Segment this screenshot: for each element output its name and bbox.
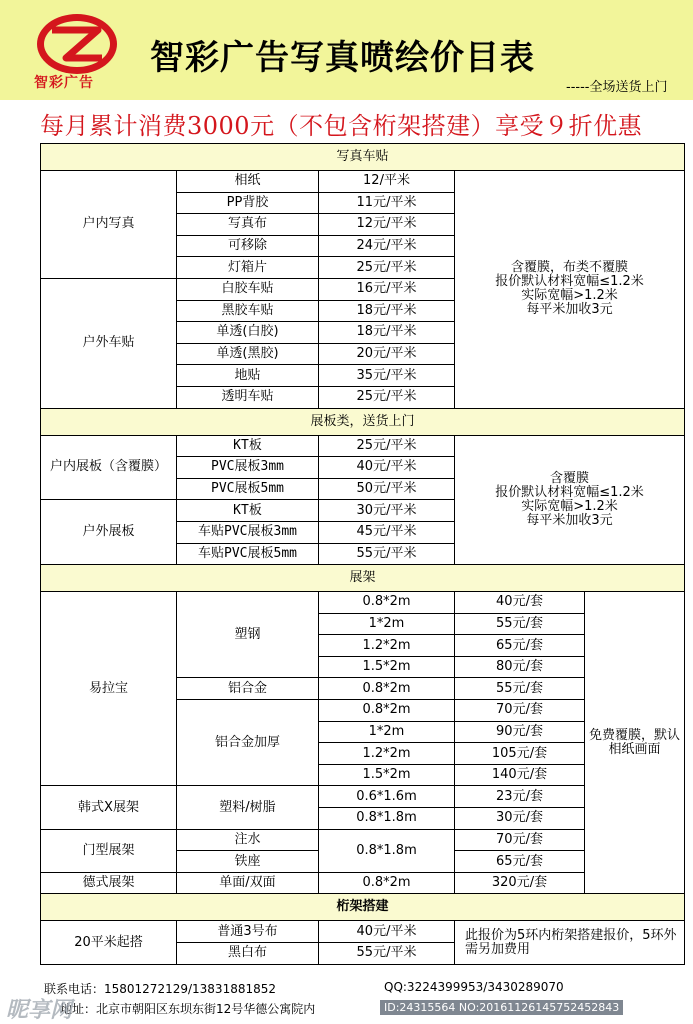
item-price: 55元/平米 — [319, 943, 455, 965]
section-header-truss: 桁架搭建 — [41, 894, 685, 921]
item-name: 单透(白胶) — [177, 322, 319, 344]
section-header-stand: 展架 — [41, 565, 685, 592]
item-price: 20元/平米 — [319, 343, 455, 365]
item-price: 65元/套 — [455, 635, 585, 657]
item-size: 1*2m — [319, 613, 455, 635]
item-size: 0.6*1.6m — [319, 786, 455, 808]
group-door-stand: 门型展架 — [41, 829, 177, 872]
item-price: 40元/平米 — [319, 921, 455, 943]
item-name: 黑胶车贴 — [177, 300, 319, 322]
truss-min-area: 20平米起搭 — [41, 921, 177, 964]
board-note: 含覆膜 报价默认材料宽幅≤1.2米 实际宽幅>1.2米 每平米加收3元 — [455, 435, 685, 565]
page-title: 智彩广告写真喷绘价目表 — [150, 38, 535, 78]
item-price: 40元/套 — [455, 592, 585, 614]
item-size: 0.8*1.8m — [319, 829, 455, 872]
section-header-photo: 写真车贴 — [41, 144, 685, 171]
footer-contact — [44, 980, 564, 997]
item-price: 40元/平米 — [319, 457, 455, 479]
group-korean-x: 韩式X展架 — [41, 786, 177, 829]
item-price: 16元/平米 — [319, 278, 455, 300]
price-table — [40, 143, 685, 965]
item-price: 50元/平米 — [319, 478, 455, 500]
item-price: 25元/平米 — [319, 386, 455, 408]
item-name: PVC展板5mm — [177, 478, 319, 500]
item-size: 1.2*2m — [319, 743, 455, 765]
logo-text: 智彩广告 — [34, 75, 94, 91]
item-size: 1.2*2m — [319, 635, 455, 657]
promo-banner: 每月累计消费3000元（不包含桁架搭建）享受９折优惠 — [40, 112, 643, 140]
group-outdoor-board: 户外展板 — [41, 500, 177, 565]
stand-note: 免费覆膜，默认相纸画面 — [585, 592, 685, 894]
item-price: 80元/套 — [455, 656, 585, 678]
item-name: 车贴PVC展板5mm — [177, 543, 319, 565]
material-aluminum: 铝合金 — [177, 678, 319, 700]
item-price: 70元/套 — [455, 700, 585, 722]
item-size: 1.5*2m — [319, 656, 455, 678]
item-price: 23元/套 — [455, 786, 585, 808]
item-price: 65元/套 — [455, 851, 585, 873]
section-header-board: 展板类，送货上门 — [41, 408, 685, 435]
item-price: 24元/平米 — [319, 235, 455, 257]
item-price: 12元/平米 — [319, 214, 455, 236]
item-name: 可移除 — [177, 235, 319, 257]
item-name: 透明车贴 — [177, 386, 319, 408]
item-name: 灯箱片 — [177, 257, 319, 279]
item-price: 11元/平米 — [319, 192, 455, 214]
item-name: 白胶车贴 — [177, 278, 319, 300]
watermark-id: ID:24315564 NO:20161126145752452843 — [380, 1000, 623, 1015]
item-price: 45元/平米 — [319, 521, 455, 543]
item-price: 25元/平米 — [319, 435, 455, 457]
footer-address: 地址：北京市朝阳区东坝东街12号华德公寓院内 — [60, 1002, 316, 1016]
item-name: PP背胶 — [177, 192, 319, 214]
truss-note: 此报价为5环内桁架搭建报价，5环外需另加费用 — [455, 921, 685, 964]
footer-phone: 联系电话：15801272129/13831881852 — [44, 982, 277, 996]
photo-note: 含覆膜，布类不覆膜 报价默认材料宽幅≤1.2米 实际宽幅>1.2米 每平米加收3元 — [455, 171, 685, 409]
page-subtitle: -----全场送货上门 — [566, 80, 668, 95]
item-price: 30元/套 — [455, 808, 585, 830]
group-indoor-photo: 户内写真 — [41, 171, 177, 279]
item-size: 0.8*2m — [319, 700, 455, 722]
item-name: PVC展板3mm — [177, 457, 319, 479]
item-name: 普通3号布 — [177, 921, 319, 943]
item-name: 相纸 — [177, 171, 319, 193]
group-yilabao: 易拉宝 — [41, 592, 177, 786]
item-size: 0.8*2m — [319, 678, 455, 700]
header-banner — [0, 0, 693, 100]
item-name: 铁座 — [177, 851, 319, 873]
item-size: 1.5*2m — [319, 764, 455, 786]
item-size: 0.8*2m — [319, 592, 455, 614]
item-name: KT板 — [177, 435, 319, 457]
item-name: 车贴PVC展板3mm — [177, 521, 319, 543]
material-aluminum-thick: 铝合金加厚 — [177, 700, 319, 786]
item-name: 单透(黑胶) — [177, 343, 319, 365]
item-size: 1*2m — [319, 721, 455, 743]
item-price: 55元/平米 — [319, 543, 455, 565]
material-resin: 塑料/树脂 — [177, 786, 319, 829]
item-price: 18元/平米 — [319, 322, 455, 344]
item-name: 地贴 — [177, 365, 319, 387]
item-size: 0.8*2m — [319, 872, 455, 894]
item-price: 105元/套 — [455, 743, 585, 765]
item-price: 30元/平米 — [319, 500, 455, 522]
item-price: 70元/套 — [455, 829, 585, 851]
item-price: 12/平米 — [319, 171, 455, 193]
item-price: 25元/平米 — [319, 257, 455, 279]
item-price: 35元/平米 — [319, 365, 455, 387]
item-name: KT板 — [177, 500, 319, 522]
item-name: 黑白布 — [177, 943, 319, 965]
footer-qq: QQ:3224399953/3430289070 — [384, 980, 564, 994]
item-price: 90元/套 — [455, 721, 585, 743]
material-plastic-steel: 塑钢 — [177, 592, 319, 678]
item-name: 写真布 — [177, 214, 319, 236]
item-price: 55元/套 — [455, 613, 585, 635]
item-price: 320元/套 — [455, 872, 585, 894]
item-price: 55元/套 — [455, 678, 585, 700]
item-price: 18元/平米 — [319, 300, 455, 322]
item-size: 0.8*1.8m — [319, 808, 455, 830]
group-indoor-board: 户内展板（含覆膜） — [41, 435, 177, 500]
item-name: 单面/双面 — [177, 872, 319, 894]
watermark-logo: 昵享网 — [6, 998, 73, 1023]
item-price: 140元/套 — [455, 764, 585, 786]
group-german-stand: 德式展架 — [41, 872, 177, 894]
group-outdoor-sticker: 户外车贴 — [41, 278, 177, 408]
item-name: 注水 — [177, 829, 319, 851]
